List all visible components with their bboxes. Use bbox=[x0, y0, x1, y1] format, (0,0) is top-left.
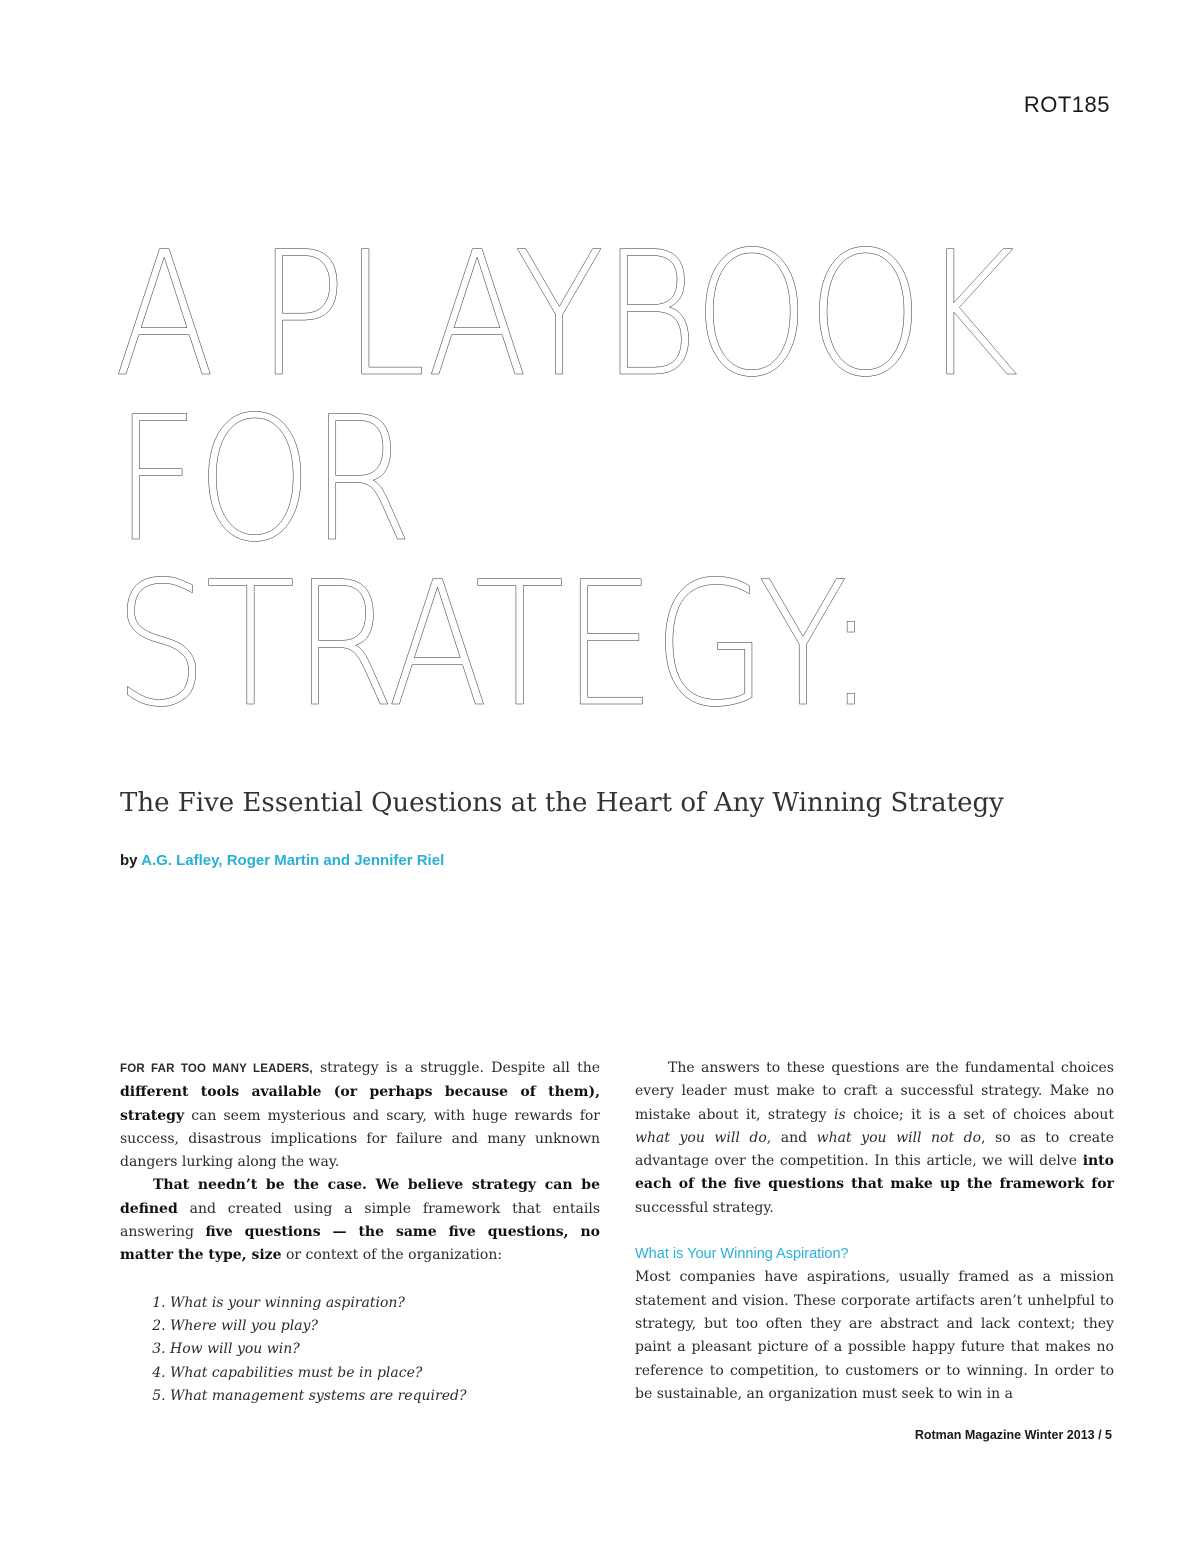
paragraph-text: choice; it is a set of choices about bbox=[845, 1106, 1115, 1123]
list-item: 2. Where will you play? bbox=[170, 1315, 600, 1338]
title-line-2: FOR bbox=[114, 379, 411, 580]
paragraph-italic: what you will do bbox=[635, 1129, 767, 1146]
section-heading: What is Your Winning Aspiration? bbox=[635, 1246, 849, 1263]
footer-separator: / bbox=[1094, 1428, 1106, 1442]
paragraph-aspiration: Most companies have aspirations, usually framed as a mission statement and vision. These corporate artifacts aren’t unhelpful to strategy, but too often they are abstract and lack context; they paint a pleasant picture of a possible happy future that makes no reference to competition, to customers or to winning. In order to be sustainable, an organization must seek to win in a bbox=[635, 1269, 1114, 1402]
title-line-1: A PLAYBOOK bbox=[114, 214, 1016, 415]
paragraph-text: , and bbox=[766, 1129, 817, 1146]
paragraph-answers bbox=[635, 1057, 1114, 1220]
document-code: ROT185 bbox=[1023, 92, 1110, 117]
byline-prefix: by bbox=[120, 852, 142, 869]
byline-authors: A.G. Lafley, Roger Martin and Jennifer Riel bbox=[141, 852, 445, 869]
text-column-left bbox=[120, 1057, 600, 1408]
paragraph-italic: is bbox=[833, 1106, 846, 1123]
list-item: 1. What is your winning aspiration? bbox=[170, 1292, 600, 1315]
paragraph-text: can seem mysterious and scary, with huge rewards for success, disastrous implications for failure and many unknown dangers lurking along the way. bbox=[120, 1107, 600, 1171]
list-item: 5. What management systems are required? bbox=[170, 1385, 600, 1408]
byline bbox=[120, 852, 444, 869]
paragraph-text: and created using a simple framework that entails answering bbox=[120, 1200, 600, 1241]
paragraph-emphasis: That needn’t be the case. We believe strategy can be defined bbox=[120, 1177, 600, 1217]
paragraph-emphasis: five questions — the same five questions, no matter the type, size bbox=[120, 1224, 600, 1264]
paragraph-text: successful strategy. bbox=[635, 1199, 774, 1216]
page-number: 5 bbox=[1105, 1428, 1112, 1442]
paragraph-emphasis: into each of the five questions that make up the framework for bbox=[635, 1153, 1114, 1193]
paragraph-emphasis: different tools available (or perhaps because of them), strategy bbox=[120, 1084, 600, 1124]
publication-name: Rotman Magazine Winter 2013 bbox=[914, 1428, 1095, 1442]
paragraph-text: strategy is a struggle. Despite all the bbox=[312, 1060, 600, 1076]
article-title bbox=[114, 214, 1016, 745]
list-item: 4. What capabilities must be in place? bbox=[170, 1362, 600, 1385]
paragraph-text: or context of the organization: bbox=[281, 1247, 503, 1264]
title-line-3: STRATEGY: bbox=[114, 544, 874, 745]
paragraph-intro bbox=[120, 1057, 600, 1174]
questions-list bbox=[120, 1292, 600, 1408]
text-column-right bbox=[635, 1057, 1114, 1406]
list-item: 3. How will you win? bbox=[170, 1338, 600, 1361]
lead-in: FOR FAR TOO MANY LEADERS, bbox=[120, 1063, 313, 1075]
paragraph-text: The answers to these questions are the fundamental choices every leader must make to craft a successful strategy. Make no mistake about it, strategy bbox=[635, 1060, 1114, 1123]
paragraph-italic: what you will not do bbox=[816, 1129, 982, 1146]
article-subtitle: The Five Essential Questions at the Heart of Any Winning Strategy bbox=[120, 788, 1004, 818]
paragraph-text: , so as to create advantage over the competition. In this article, we will delve bbox=[635, 1129, 1114, 1170]
paragraph-framework bbox=[120, 1174, 600, 1267]
page-footer bbox=[915, 1428, 1112, 1442]
